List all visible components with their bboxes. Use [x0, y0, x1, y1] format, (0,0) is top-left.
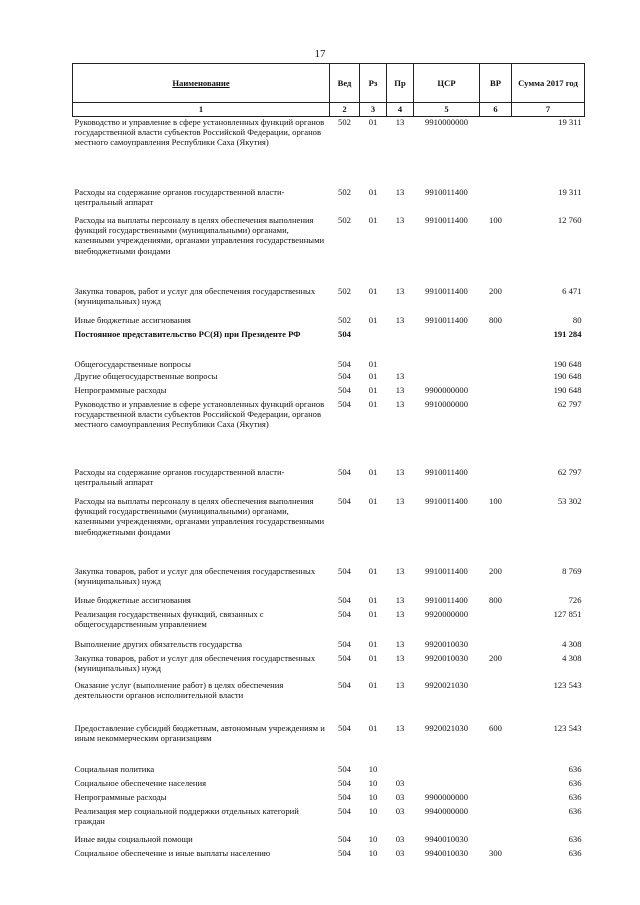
cell-csr: 9910000000	[425, 399, 468, 409]
table-row	[73, 834, 585, 848]
cell-csr: 9910011400	[425, 315, 468, 325]
cell-vr	[480, 467, 512, 496]
cell-ved: 504	[338, 792, 351, 802]
cell-ved: 504	[338, 848, 351, 858]
cell-csr: 9910011400	[425, 187, 468, 197]
cell-csr	[414, 359, 480, 371]
cell-name: Общегосударственные вопросы	[74, 359, 191, 369]
cell-csr: 9910011400	[425, 286, 468, 296]
cell-ved: 504	[338, 467, 351, 477]
cell-csr: 9940010030	[425, 834, 468, 844]
cell-ved: 504	[338, 496, 351, 506]
cell-pr: 13	[395, 566, 405, 576]
cell-sum: 19 311	[558, 117, 582, 127]
cell-vr	[480, 117, 512, 188]
cell-rz	[360, 329, 387, 359]
cell-name: Постоянное представительство РС(Я) при Президенте РФ	[74, 329, 301, 339]
cell-ved: 502	[338, 286, 351, 296]
cell-name: Реализация мер социальной поддержки отдельных категорий граждан	[74, 806, 299, 827]
cell-vr: 300	[489, 848, 502, 858]
cell-csr	[414, 371, 480, 385]
cell-name: Расходы на выплаты персоналу в целях обеспечения выполнения функций государственными (муниципальными) органами, казенными учреждениями, органами управления государственными внебюджетными фондами	[74, 215, 325, 256]
table-row	[73, 792, 585, 806]
cell-name: Социальное обеспечение и иные выплаты населению	[74, 848, 271, 858]
cell-pr: 03	[395, 806, 405, 816]
cell-rz: 01	[368, 315, 378, 325]
column-number: 1	[73, 103, 330, 117]
cell-sum: 19 311	[558, 187, 582, 197]
table-row	[73, 359, 585, 371]
cell-name: Закупка товаров, работ и услуг для обеспечения государственных (муниципальных) нужд	[74, 286, 316, 307]
cell-name: Выполнение других обязательств государства	[74, 639, 243, 649]
cell-sum: 636	[568, 778, 582, 788]
table-row	[73, 496, 585, 566]
cell-vr	[480, 639, 512, 653]
table-row	[73, 117, 585, 188]
cell-vr	[480, 834, 512, 848]
cell-ved: 504	[338, 595, 351, 605]
cell-rz: 01	[368, 371, 378, 381]
cell-pr: 13	[395, 609, 405, 619]
cell-ved: 504	[338, 371, 351, 381]
cell-csr: 9920010030	[425, 639, 468, 649]
cell-name: Закупка товаров, работ и услуг для обеспечения государственных (муниципальных) нужд	[74, 653, 316, 674]
cell-rz: 01	[368, 467, 378, 477]
cell-name: Иные бюджетные ассигнования	[74, 315, 191, 325]
table-row	[73, 566, 585, 595]
cell-vr: 200	[489, 286, 502, 296]
cell-pr: 13	[395, 595, 405, 605]
cell-name: Оказание услуг (выполнение работ) в целях обеспечения деятельности органов исполнительной власти	[74, 680, 284, 701]
table-row	[73, 806, 585, 834]
cell-sum: 12 760	[557, 215, 582, 225]
cell-vr: 800	[489, 315, 502, 325]
cell-vr	[480, 187, 512, 215]
cell-ved: 504	[338, 329, 351, 339]
cell-rz: 01	[368, 566, 378, 576]
cell-rz: 01	[368, 359, 378, 369]
cell-vr	[480, 371, 512, 385]
cell-pr: 03	[395, 792, 405, 802]
cell-vr	[480, 385, 512, 399]
cell-csr	[414, 764, 480, 778]
header-ved: Вед	[330, 64, 360, 103]
cell-pr	[387, 329, 414, 359]
cell-sum: 4 308	[562, 639, 582, 649]
cell-vr: 200	[489, 566, 502, 576]
cell-name: Руководство и управление в сфере установленных функций органов государственной власти субъектов Российской Федерации, органов местного самоуправления Республики Саха (Якутия)	[74, 117, 325, 148]
cell-rz: 01	[368, 653, 378, 663]
table-row	[73, 371, 585, 385]
table-row	[73, 764, 585, 778]
cell-sum: 726	[568, 595, 582, 605]
cell-pr: 13	[395, 286, 405, 296]
cell-ved: 504	[338, 834, 351, 844]
cell-pr: 03	[395, 848, 405, 858]
cell-ved: 502	[338, 187, 351, 197]
cell-name: Социальное обеспечение населения	[74, 778, 207, 788]
cell-csr: 9910011400	[425, 496, 468, 506]
table-row	[73, 639, 585, 653]
cell-rz: 10	[368, 764, 378, 774]
table-row	[73, 680, 585, 723]
table-row	[73, 595, 585, 609]
cell-ved: 504	[338, 399, 351, 409]
page-number: 17	[314, 48, 326, 60]
cell-name: Непрограммные расходы	[74, 385, 167, 395]
column-number: 4	[387, 103, 414, 117]
cell-rz: 01	[368, 399, 378, 409]
cell-ved: 504	[338, 639, 351, 649]
cell-csr: 9920000000	[425, 609, 468, 619]
cell-name: Непрограммные расходы	[74, 792, 167, 802]
header-rz: Рз	[360, 64, 387, 103]
header-row	[73, 64, 585, 103]
cell-vr: 800	[489, 595, 502, 605]
cell-name: Расходы на выплаты персоналу в целях обеспечения выполнения функций государственными (муниципальными) органами, казенными учреждениями, органами управления государственными внебюджетными фондами	[74, 496, 325, 537]
cell-name: Социальная политика	[74, 764, 155, 774]
cell-ved: 504	[338, 680, 351, 690]
cell-vr	[480, 329, 512, 359]
cell-sum: 80	[572, 315, 582, 325]
cell-sum: 123 543	[553, 723, 582, 733]
cell-sum: 636	[568, 806, 582, 816]
cell-pr: 13	[395, 496, 405, 506]
cell-sum: 4 308	[562, 653, 582, 663]
cell-pr: 13	[395, 653, 405, 663]
cell-sum: 53 302	[557, 496, 582, 506]
cell-pr	[387, 359, 414, 371]
cell-pr: 13	[395, 187, 405, 197]
cell-csr	[414, 329, 480, 359]
cell-ved: 504	[338, 385, 351, 395]
cell-ved: 502	[338, 117, 351, 127]
table-body	[73, 117, 585, 863]
cell-rz: 10	[368, 848, 378, 858]
header-vr: ВР	[480, 64, 512, 103]
cell-name: Иные бюджетные ассигнования	[74, 595, 191, 605]
cell-rz: 01	[368, 117, 378, 127]
cell-vr	[480, 792, 512, 806]
cell-rz: 01	[368, 496, 378, 506]
cell-ved: 504	[338, 653, 351, 663]
header-pr: Пр	[387, 64, 414, 103]
cell-rz: 10	[368, 806, 378, 816]
cell-sum: 8 769	[562, 566, 582, 576]
cell-pr: 03	[395, 778, 405, 788]
cell-ved: 504	[338, 723, 351, 733]
cell-pr: 13	[395, 639, 405, 649]
cell-rz: 10	[368, 778, 378, 788]
cell-pr	[387, 764, 414, 778]
cell-pr: 13	[395, 117, 405, 127]
cell-vr: 100	[489, 496, 502, 506]
cell-sum: 636	[568, 834, 582, 844]
cell-name: Реализация государственных функций, связанных с общегосударственным управлением	[74, 609, 264, 630]
cell-pr: 13	[395, 680, 405, 690]
cell-sum: 62 797	[557, 399, 582, 409]
column-number: 2	[330, 103, 360, 117]
cell-pr: 13	[395, 385, 405, 395]
cell-csr: 9910011400	[425, 595, 468, 605]
cell-csr: 9910011400	[425, 215, 468, 225]
table-row	[73, 399, 585, 467]
table-row	[73, 329, 585, 359]
cell-rz: 01	[368, 723, 378, 733]
cell-rz: 01	[368, 680, 378, 690]
cell-vr	[480, 806, 512, 834]
cell-rz: 10	[368, 792, 378, 802]
cell-vr: 600	[489, 723, 502, 733]
table-row	[73, 723, 585, 764]
cell-ved: 504	[338, 764, 351, 774]
cell-pr: 13	[395, 467, 405, 477]
cell-vr: 200	[489, 653, 502, 663]
cell-rz: 01	[368, 385, 378, 395]
cell-name: Иные виды социальной помощи	[74, 834, 193, 844]
cell-csr: 9910011400	[425, 566, 468, 576]
column-number-row	[73, 103, 585, 117]
cell-csr: 9920021030	[425, 723, 468, 733]
cell-vr	[480, 399, 512, 467]
column-number: 3	[360, 103, 387, 117]
cell-csr: 9900000000	[425, 792, 468, 802]
column-number: 6	[480, 103, 512, 117]
cell-sum: 123 543	[553, 680, 582, 690]
cell-vr	[480, 609, 512, 639]
table-row	[73, 467, 585, 496]
cell-csr: 9920010030	[425, 653, 468, 663]
header-name: Наименование	[73, 64, 330, 103]
cell-pr: 13	[395, 215, 405, 225]
cell-rz: 01	[368, 609, 378, 619]
table-row	[73, 187, 585, 215]
cell-vr: 100	[489, 215, 502, 225]
cell-ved: 504	[338, 359, 351, 369]
cell-pr: 13	[395, 315, 405, 325]
table-row	[73, 778, 585, 792]
cell-csr: 9940010030	[425, 848, 468, 858]
cell-name: Закупка товаров, работ и услуг для обеспечения государственных (муниципальных) нужд	[74, 566, 316, 587]
cell-name: Другие общегосударственные вопросы	[74, 371, 218, 381]
cell-name: Руководство и управление в сфере установленных функций органов государственной власти субъектов Российской Федерации, органов местного самоуправления Республики Саха (Якутия)	[74, 399, 325, 430]
table-row	[73, 315, 585, 329]
cell-vr	[480, 778, 512, 792]
column-number: 5	[414, 103, 480, 117]
column-number: 7	[512, 103, 585, 117]
table-row	[73, 215, 585, 286]
cell-name: Расходы на содержание органов государственной власти- центральный аппарат	[74, 187, 285, 208]
cell-sum: 191 284	[553, 329, 582, 339]
cell-vr	[480, 680, 512, 723]
cell-rz: 01	[368, 286, 378, 296]
table-row	[73, 609, 585, 639]
cell-sum: 127 851	[553, 609, 582, 619]
table-row	[73, 653, 585, 680]
cell-csr: 9910011400	[425, 467, 468, 477]
cell-sum: 190 648	[553, 371, 582, 381]
cell-csr: 9940000000	[425, 806, 468, 816]
cell-pr: 13	[395, 371, 405, 381]
cell-vr	[480, 359, 512, 371]
cell-csr: 9910000000	[425, 117, 468, 127]
cell-rz: 01	[368, 639, 378, 649]
cell-sum: 190 648	[553, 359, 582, 369]
cell-sum: 190 648	[553, 385, 582, 395]
cell-sum: 62 797	[557, 467, 582, 477]
cell-pr: 13	[395, 723, 405, 733]
cell-vr	[480, 764, 512, 778]
cell-rz: 01	[368, 595, 378, 605]
cell-sum: 6 471	[562, 286, 582, 296]
header-sum: Сумма 2017 год	[512, 64, 585, 103]
cell-csr: 9900000000	[425, 385, 468, 395]
cell-ved: 504	[338, 778, 351, 788]
header-csr: ЦСР	[414, 64, 480, 103]
cell-rz: 01	[368, 215, 378, 225]
cell-sum: 636	[568, 848, 582, 858]
cell-ved: 504	[338, 806, 351, 816]
cell-ved: 504	[338, 609, 351, 619]
budget-table	[72, 63, 585, 862]
cell-ved: 502	[338, 315, 351, 325]
cell-ved: 504	[338, 566, 351, 576]
cell-sum: 636	[568, 764, 582, 774]
cell-pr: 03	[395, 834, 405, 844]
cell-csr: 9920021030	[425, 680, 468, 690]
cell-name: Расходы на содержание органов государственной власти- центральный аппарат	[74, 467, 285, 488]
cell-csr	[414, 778, 480, 792]
cell-ved: 502	[338, 215, 351, 225]
cell-name: Предоставление субсидий бюджетным, автономным учреждениям и иным некоммерческим организациям	[74, 723, 325, 744]
table-row	[73, 286, 585, 315]
cell-sum: 636	[568, 792, 582, 802]
cell-rz: 10	[368, 834, 378, 844]
cell-pr: 13	[395, 399, 405, 409]
table-row	[73, 848, 585, 862]
cell-rz: 01	[368, 187, 378, 197]
table-row	[73, 385, 585, 399]
